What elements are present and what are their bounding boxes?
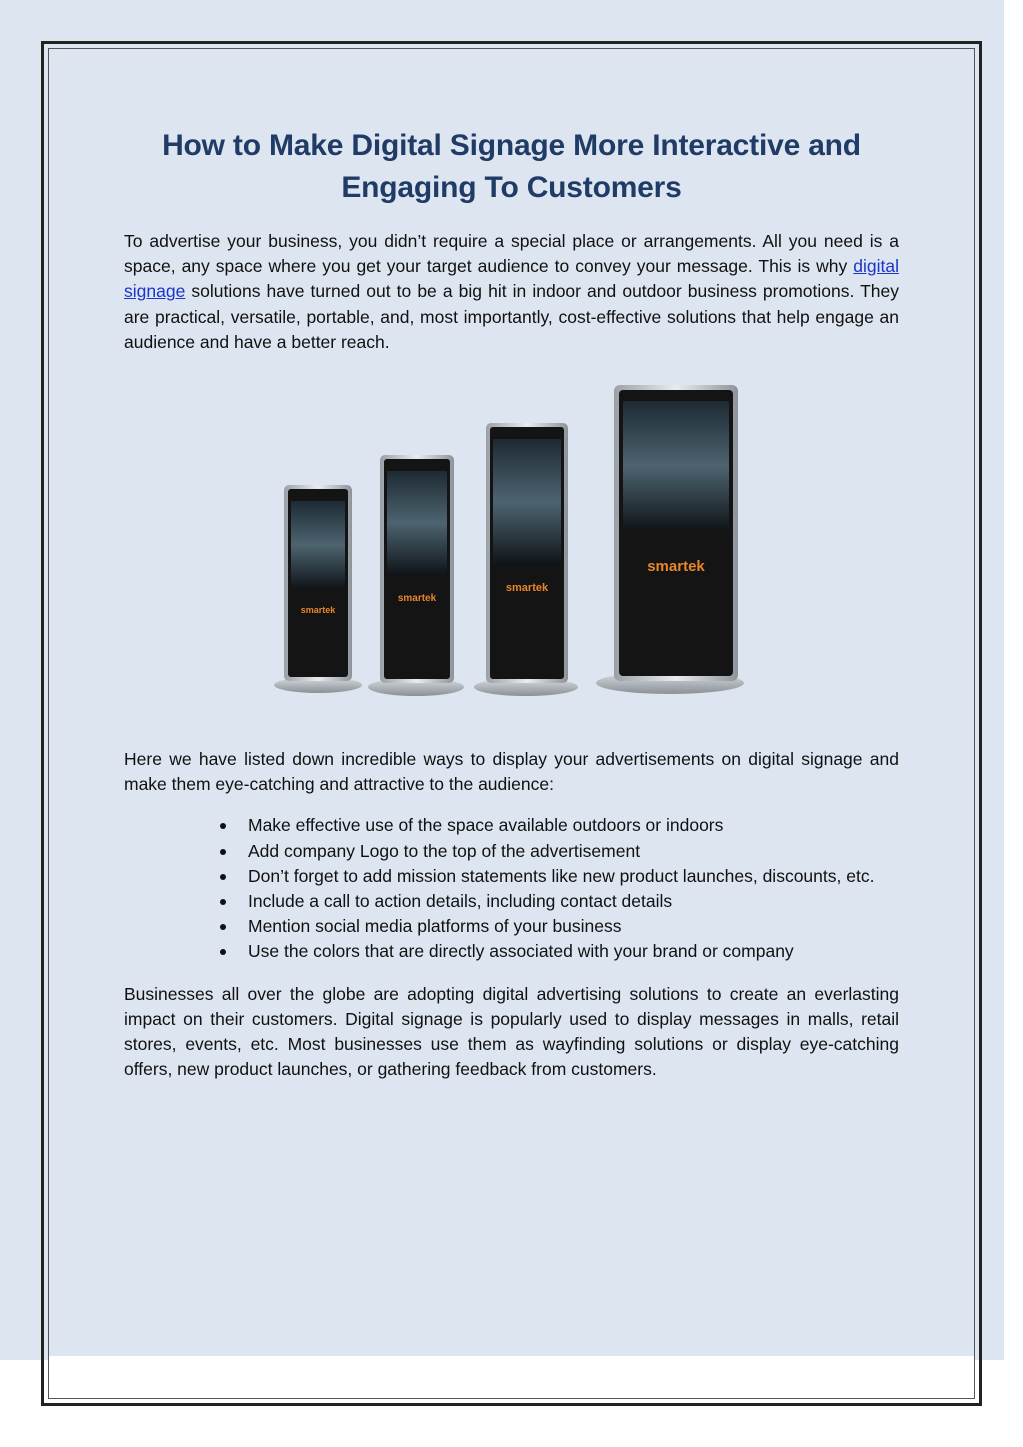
kiosk-medium-small <box>368 455 464 696</box>
list-item: Use the colors that are directly associated with your brand or company <box>248 939 899 964</box>
intro-paragraph <box>124 229 899 355</box>
tips-list <box>124 813 899 964</box>
kiosk-brand-label: smartek <box>300 605 336 616</box>
list-item: Don’t forget to add mission statements like new product launches, discounts, etc. <box>248 864 899 889</box>
kiosk-illustration <box>274 385 754 705</box>
footer-strip <box>49 1356 974 1398</box>
kiosk-figure <box>124 385 899 725</box>
kiosk-medium-large <box>474 423 578 696</box>
kiosk-brand-label: smartek <box>397 593 437 605</box>
lead-paragraph: Here we have listed down incredible ways to display your advertisements on digital signage and make them eye-catching and attractive to the audience: <box>124 749 899 795</box>
kiosk-brand-label: smartek <box>647 558 705 576</box>
list-item: Add company Logo to the top of the advertisement <box>248 839 899 864</box>
list-item: Include a call to action details, including contact details <box>248 889 899 914</box>
list-item: Mention social media platforms of your business <box>248 914 899 939</box>
closing-paragraph: Businesses all over the globe are adopting digital advertising solutions to create an everlasting impact on their customers. Digital signage is popularly used to display messages in malls, retail stores, events, etc. Most businesses use them as wayfinding solutions or display eye-catching offers, new product launches, or gathering feedback from customers. <box>124 983 899 1080</box>
digital-signage-link[interactable]: digital signage <box>124 256 899 302</box>
article-title: How to Make Digital Signage More Interactive and Engaging To Customers <box>162 129 861 204</box>
list-item: Make effective use of the space available outdoors or indoors <box>248 813 899 838</box>
intro-text-start: To advertise your business, you didn’t require a special place or arrangements. All you need is a space, any space where you get your target audience to convey your message. This is why <box>124 231 899 277</box>
kiosk-brand-label: smartek <box>505 582 549 595</box>
kiosk-small <box>274 485 362 693</box>
intro-text-end: solutions have turned out to be a big hit in indoor and outdoor business promotions. They are practical, versatile, portable, and, most importantly, cost-effective solutions that help engage an audience and have a better reach. <box>124 281 899 352</box>
article <box>124 125 899 1082</box>
kiosk-large <box>596 385 744 694</box>
